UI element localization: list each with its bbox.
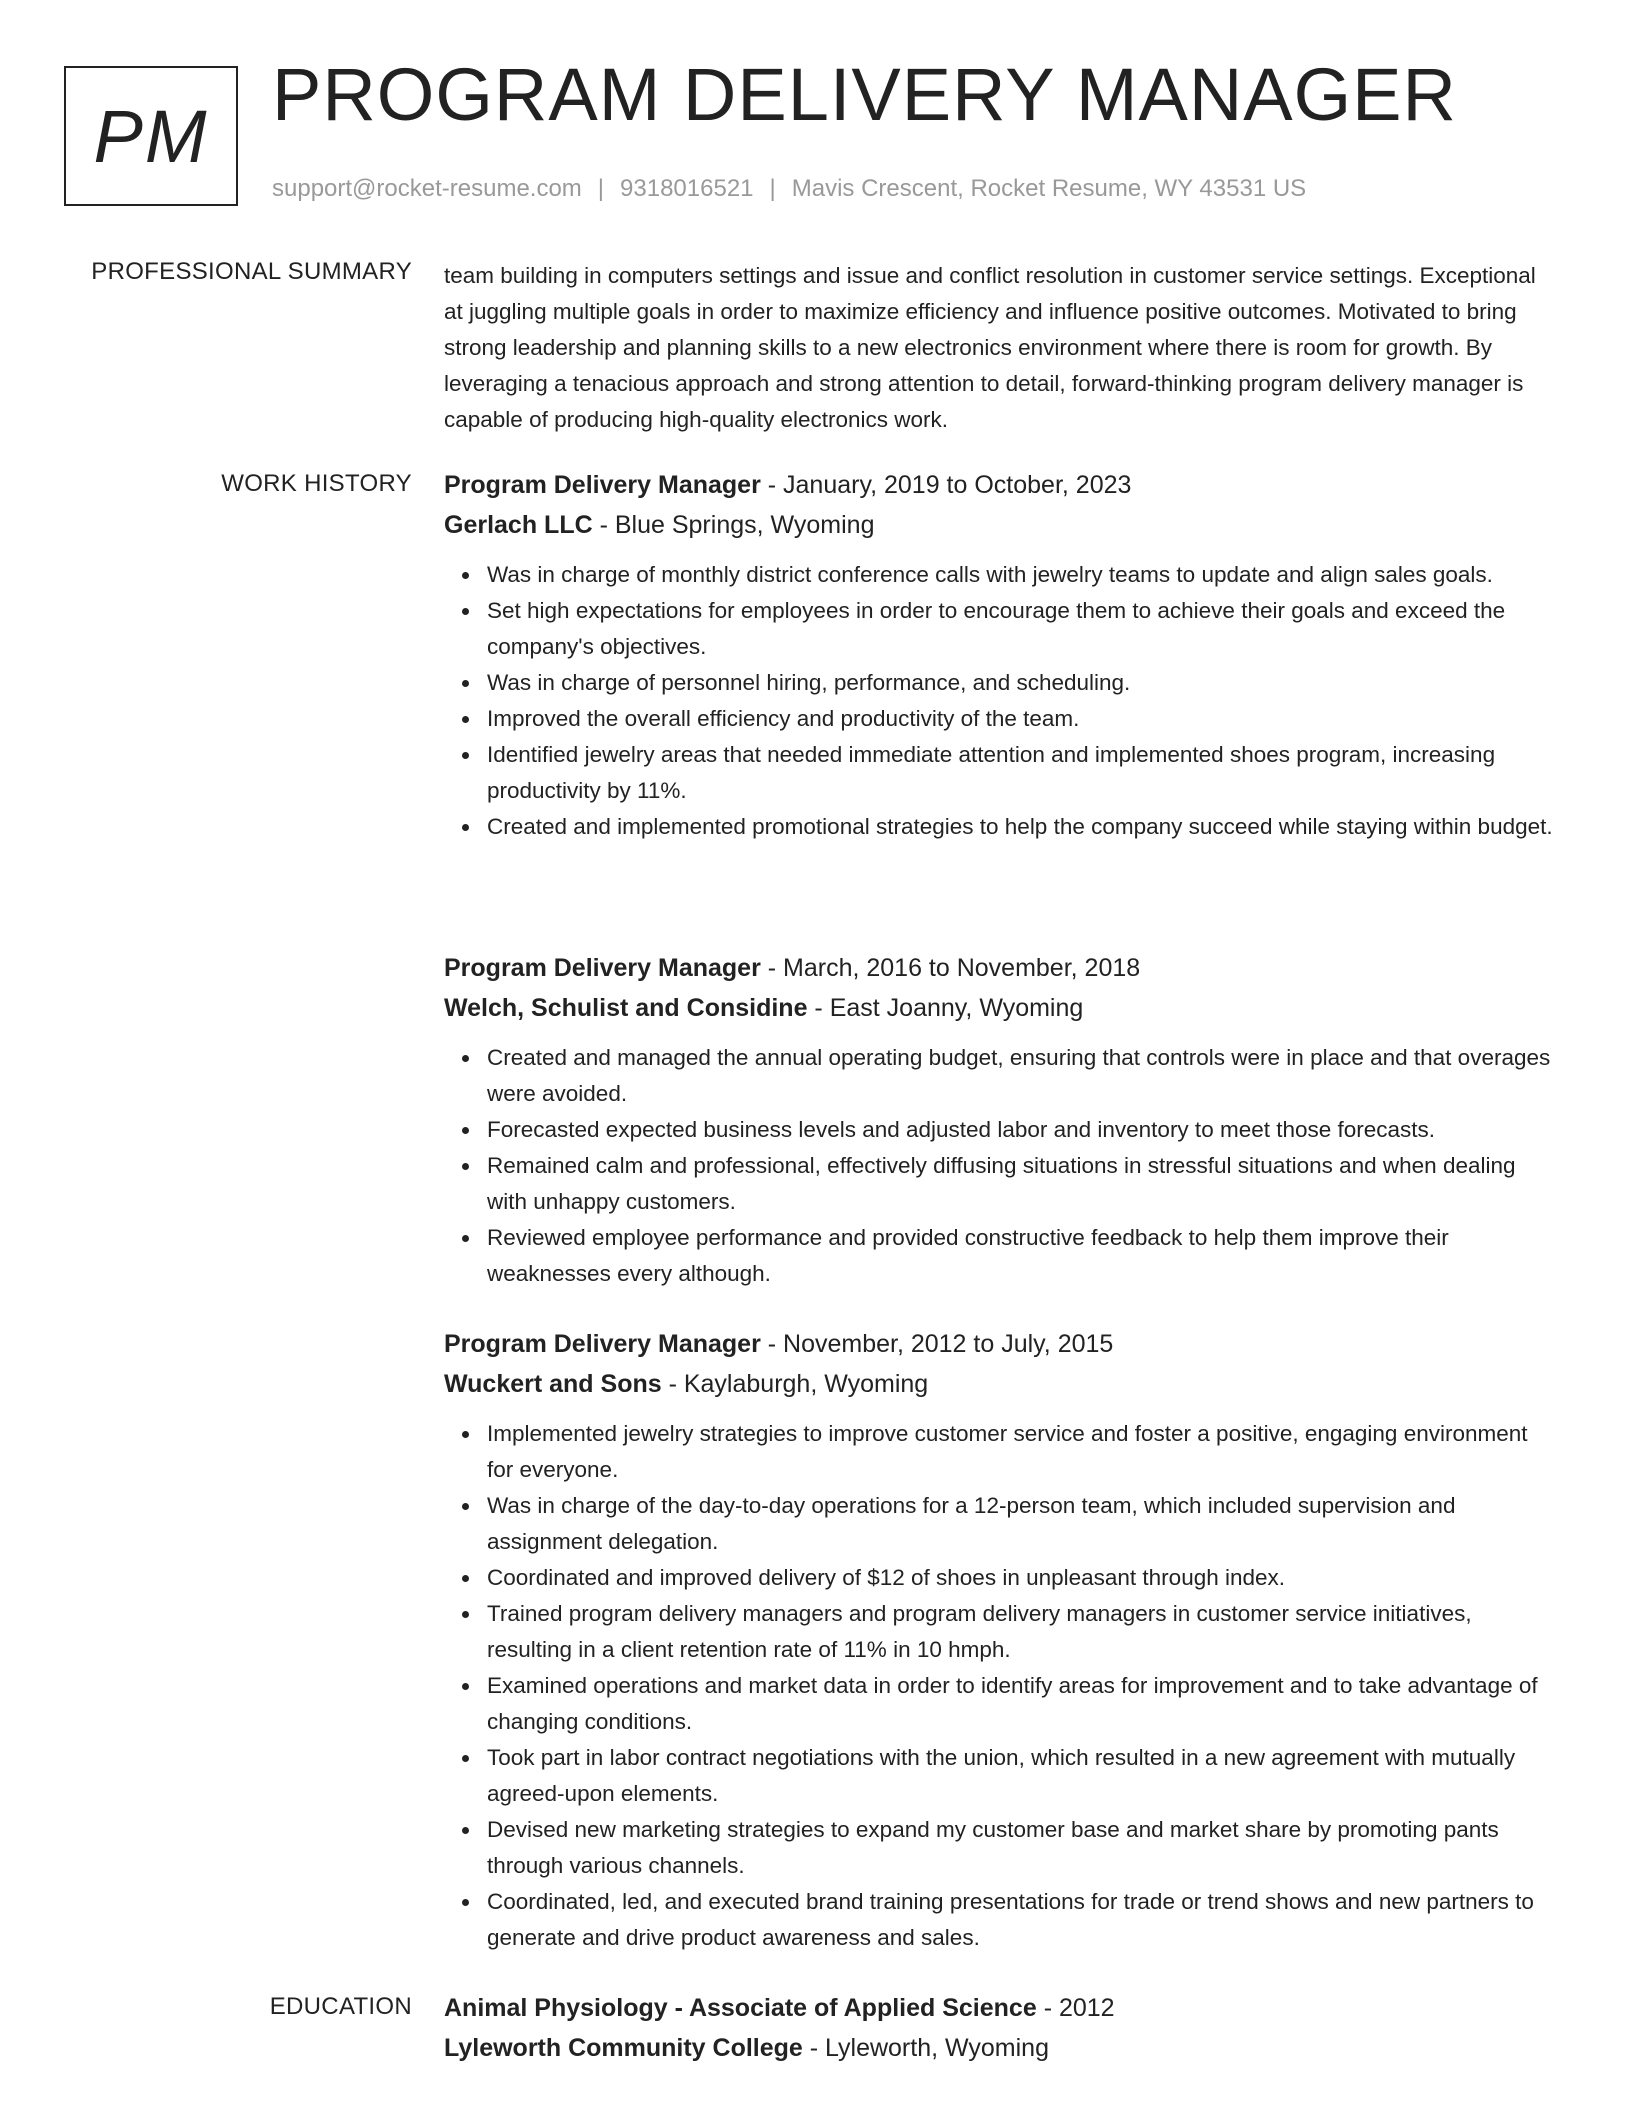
resume-title: PROGRAM DELIVERY MANAGER: [272, 53, 1457, 136]
contact-address: Mavis Crescent, Rocket Resume, WY 43531 US: [791, 175, 1307, 202]
job-location: - East Joanny, Wyoming: [807, 994, 1084, 1022]
bullet-item: Improved the overall efficiency and productivity of the team.: [444, 701, 1559, 737]
job-company: Gerlach LLC: [444, 511, 593, 539]
job-bullets: [444, 1040, 1559, 1292]
job-title-line: [444, 1324, 1559, 1364]
job-bullets: [444, 1416, 1559, 1956]
job-title-line: [444, 948, 1559, 988]
bullet-item: Remained calm and professional, effectively diffusing situations in stressful situations and when dealing with unhappy customers.: [444, 1148, 1559, 1220]
bullet-item: Was in charge of monthly district conference calls with jewelry teams to update and align sales goals.: [444, 557, 1559, 593]
bullet-item: Was in charge of the day-to-day operations for a 12-person team, which included supervision and assignment delegation.: [444, 1488, 1559, 1560]
job-location: - Blue Springs, Wyoming: [592, 511, 875, 539]
job-company-line: [444, 988, 1559, 1028]
contact-email: support@rocket-resume.com: [272, 175, 582, 202]
education-degree: Animal Physiology - Associate of Applied Science: [444, 1994, 1037, 2022]
job-company-line: [444, 505, 1559, 545]
job-title: Program Delivery Manager: [444, 1330, 761, 1358]
bullet-item: Reviewed employee performance and provided constructive feedback to help them improve their weaknesses every although.: [444, 1220, 1559, 1292]
contact-line: [272, 175, 1306, 203]
contact-separator: |: [597, 175, 605, 202]
bullet-item: Trained program delivery managers and program delivery managers in customer service initiatives, resulting in a client retention rate of 11% in 10 hmph.: [444, 1596, 1559, 1668]
section-label-education: EDUCATION: [269, 1993, 412, 2020]
bullet-item: Coordinated, led, and executed brand training presentations for trade or trend shows and new partners to generate and drive product awareness and sales.: [444, 1884, 1559, 1956]
bullet-item: Set high expectations for employees in order to encourage them to achieve their goals and exceed the company's objectives.: [444, 593, 1559, 665]
contact-separator: |: [769, 175, 776, 202]
bullet-item: Identified jewelry areas that needed immediate attention and implemented shoes program, increasing productivity by 11%.: [444, 737, 1559, 809]
bullet-item: Took part in labor contract negotiations with the union, which resulted in a new agreement with mutually agreed-upon elements.: [444, 1740, 1559, 1812]
education-school: Lyleworth Community College: [444, 2034, 803, 2062]
job-company: Wuckert and Sons: [444, 1370, 662, 1398]
bullet-item: Coordinated and improved delivery of $12 of shoes in unpleasant through index.: [444, 1560, 1559, 1596]
bullet-item: Examined operations and market data in order to identify areas for improvement and to take advantage of changing conditions.: [444, 1668, 1559, 1740]
job-location: - Kaylaburgh, Wyoming: [661, 1370, 929, 1398]
job-company: Welch, Schulist and Considine: [444, 994, 808, 1022]
job-title-line: [444, 465, 1559, 505]
monogram-initials: PM: [93, 94, 209, 178]
section-label-work-history: WORK HISTORY: [221, 470, 412, 497]
summary-text: team building in computers settings and issue and conflict resolution in customer service settings. Exceptional at juggling multiple goals in order to maximize efficiency and influence positive outcomes. Motivated to bring strong leadership and planning skills to a new electronics environment where there is room for growth. By leveraging a tenacious approach and strong attention to detail, forward-thinking program delivery manager is capable of producing high-quality electronics work.: [444, 263, 1536, 432]
bullet-item: Created and managed the annual operating budget, ensuring that controls were in place and that overages were avoided.: [444, 1040, 1559, 1112]
job-entry: [444, 1324, 1559, 1956]
job-title: Program Delivery Manager: [444, 471, 761, 499]
job-dates: - January, 2019 to October, 2023: [760, 471, 1132, 499]
education-school-line: [444, 2028, 1559, 2068]
job-title: Program Delivery Manager: [444, 954, 761, 982]
education-degree-line: [444, 1988, 1559, 2028]
job-entry: [444, 465, 1559, 845]
job-dates: - March, 2016 to November, 2018: [760, 954, 1141, 982]
education-year: - 2012: [1036, 1994, 1115, 2022]
job-company-line: [444, 1364, 1559, 1404]
education-location: - Lyleworth, Wyoming: [802, 2034, 1049, 2062]
bullet-item: Created and implemented promotional strategies to help the company succeed while staying within budget.: [444, 809, 1559, 845]
job-dates: - November, 2012 to July, 2015: [760, 1330, 1114, 1358]
section-label-summary: PROFESSIONAL SUMMARY: [91, 258, 412, 285]
job-entry: [444, 948, 1559, 1292]
bullet-item: Forecasted expected business levels and adjusted labor and inventory to meet those forecasts.: [444, 1112, 1559, 1148]
bullet-item: Devised new marketing strategies to expand my customer base and market share by promoting pants through various channels.: [444, 1812, 1559, 1884]
job-bullets: [444, 557, 1559, 845]
bullet-item: Implemented jewelry strategies to improve customer service and foster a positive, engaging environment for everyone.: [444, 1416, 1559, 1488]
education-entry: [444, 1988, 1559, 2068]
monogram-box: [64, 66, 238, 206]
contact-phone: 9318016521: [620, 175, 754, 202]
bullet-item: Was in charge of personnel hiring, performance, and scheduling.: [444, 665, 1559, 701]
